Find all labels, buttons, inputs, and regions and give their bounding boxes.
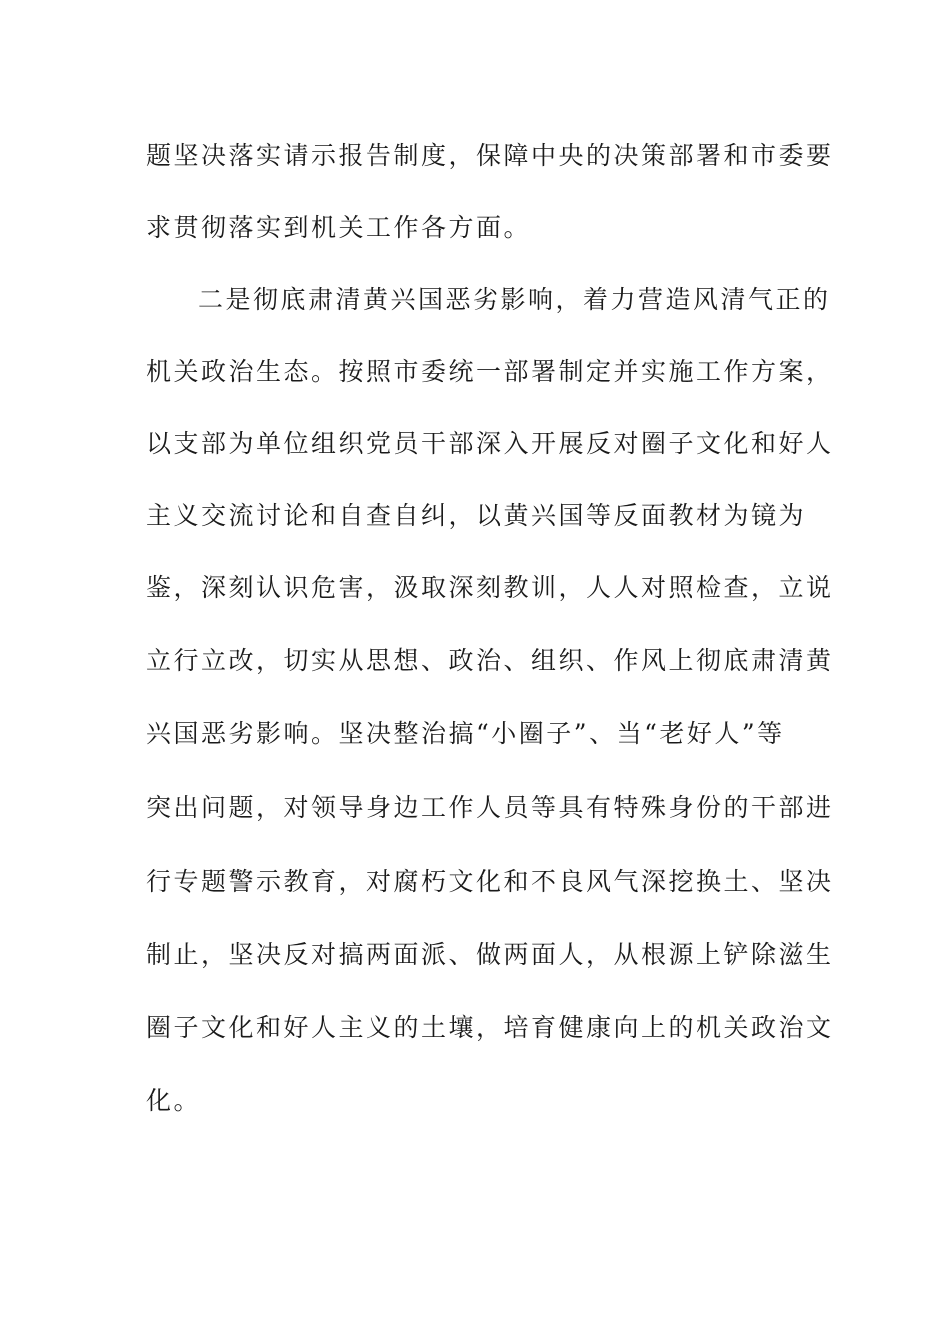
text-line: 化。 (146, 1086, 202, 1115)
text-line: 突出问题，对领导身边工作人员等具有特殊身份的干部进 (146, 793, 834, 822)
text-line: 主义交流讨论和自查自纠，以黄兴国等反面教材为镜为 (146, 501, 807, 530)
text-line: 题坚决落实请示报告制度，保障中央的决策部署和市委要 (146, 141, 834, 170)
text-line: 行专题警示教育，对腐朽文化和不良风气深挖换土、坚决 (146, 867, 834, 896)
text-line: 机关政治生态。按照市委统一部署制定并实施工作方案， (146, 357, 834, 386)
paragraph-first-line: 二是彻底肃清黄兴国恶劣影响，着力营造风清气正的 (198, 285, 831, 314)
text-line: 圈子文化和好人主义的土壤，培育健康向上的机关政治文 (146, 1013, 834, 1042)
text-line: 制止，坚决反对搞两面派、做两面人，从根源上铲除滋生 (146, 940, 834, 969)
text-line: 兴国恶劣影响。坚决整治搞“小圈子”、当“老好人”等 (146, 719, 785, 748)
text-line: 鉴，深刻认识危害，汲取深刻教训，人人对照检查，立说 (146, 573, 834, 602)
text-line: 求贯彻落实到机关工作各方面。 (146, 213, 532, 242)
text-line: 以支部为单位组织党员干部深入开展反对圈子文化和好人 (146, 429, 834, 458)
text-line: 立行立改，切实从思想、政治、组织、作风上彻底肃清黄 (146, 646, 834, 675)
